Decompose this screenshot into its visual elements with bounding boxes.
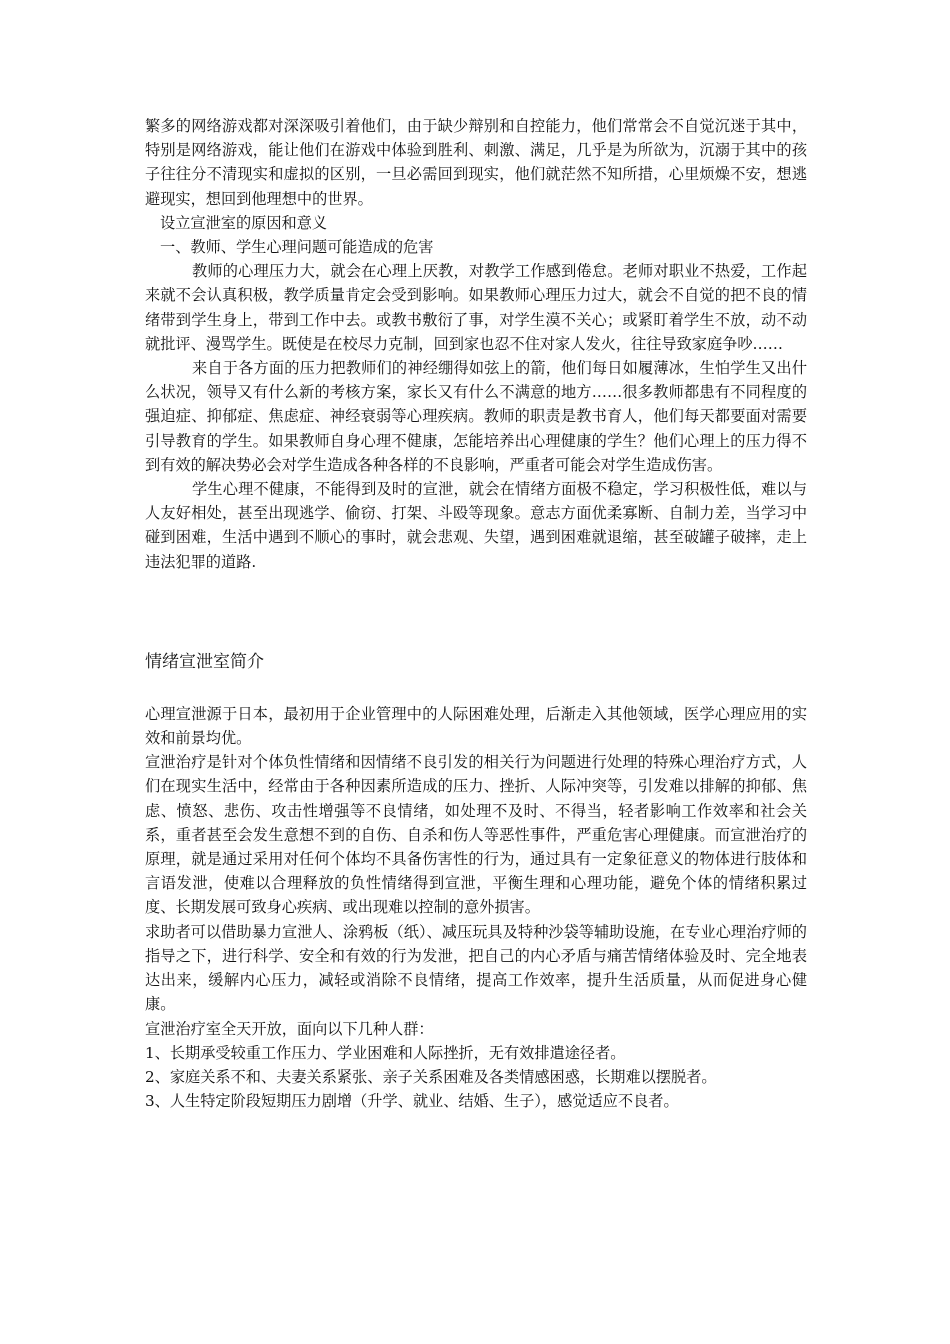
list-item: 1、长期承受较重工作压力、学业困难和人际挫折，无有效排遣途径者。 [145,1043,626,1062]
section-title-intro: 情绪宣泄室简介 [145,651,264,672]
section-heading-reasons: 设立宣泄室的原因和意义 [160,213,328,232]
paragraph-origin: 心理宣泄源于日本，最初用于企业管理中的人际困难处理，后渐走入其他领域，医学心理应用的实效和前景均优。 [145,704,807,748]
paragraph-online-games: 繁多的网络游戏都对深深吸引着他们，由于缺少辩别和自控能力，他们常常会不自觉沉迷于其中，特别是网络游戏，能让他们在游戏中体验到胜利、刺激、满足，几乎是为所欲为，沉溺于其中的孩子往往分不清现实和虚拟的区别，一旦必需回到现实，他们就茫然不知所措，心里烦燥不安，想逃避现实，想回到他理想中的世界。 [145,117,807,208]
paragraph-open-hours: 宣泄治疗室全天开放，面向以下几种人群： [145,1019,434,1038]
document-page [145,114,807,1113]
intro-body [145,702,807,1113]
paragraph-facilities: 求助者可以借助暴力宣泄人、涂鸦板（纸）、减压玩具及特种沙袋等辅助设施，在专业心理治疗师的指导之下，进行科学、安全和有效的行为发泄，把自己的内心矛盾与痛苦情绪体验及时、完全地表达出来，缓解内心压力，减轻或消除不良情绪，提高工作效率，提升生活质量，从而促进身心健康。 [145,922,807,1014]
list-item: 2、家庭关系不和、夫妻关系紧张、亲子关系困难及各类情感困惑，长期难以摆脱者。 [145,1067,717,1086]
paragraph-therapy-definition: 宣泄治疗是针对个体负性情绪和因情绪不良引发的相关行为问题进行处理的特殊心理治疗方式，人们在现实生活中，经常由于各种因素所造成的压力、挫折、人际冲突等，引发难以排解的抑郁、焦虑、愤怒、悲伤、攻击性增强等不良情绪，如处理不及时、不得当，轻者影响工作效率和社会关系，重者甚至会发生意想不到的自伤、自杀和伤人等恶性事件，严重危害心理健康。而宣泄治疗的原理，就是通过采用对任何个体均不具备伤害性的行为，通过具有一定象征意义的物体进行肢体和言语发泄，使难以合理释放的负性情绪得到宣泄，平衡生理和心理功能，避免个体的情绪积累过度、长期发展可致身心疾病、或出现难以控制的意外损害。 [145,753,807,917]
paragraph-teacher-stress-sources: 来自于各方面的压力把教师们的神经绷得如弦上的箭，他们每日如履薄冰，生怕学生又出什么状况，领导又有什么新的考核方案，家长又有什么不满意的地方……很多教师都患有不同程度的强迫症、抑郁症、焦虑症、神经衰弱等心理疾病。教师的职责是教书育人，他们每天都要面对需要引导教育的学生。如果教师自身心理不健康，怎能培养出心理健康的学生？他们心理上的压力得不到有效的解决势必会对学生造成各种各样的不良影响，严重者可能会对学生造成伤害。 [145,359,807,474]
list-item: 3、人生特定阶段短期压力剧增（升学、就业、结婚、生子），感觉适应不良者。 [145,1092,679,1111]
subheading-harms: 一、教师、学生心理问题可能造成的危害 [160,238,434,257]
paragraph-student-health: 学生心理不健康，不能得到及时的宣泄，就会在情绪方面极不稳定，学习积极性低，难以与人友好相处，甚至出现逃学、偷窃、打架、斗殴等现象。意志方面优柔寡断、自制力差，当学习中碰到困难，生活中遇到不顺心的事时，就会悲观、失望，遇到困难就退缩，甚至破罐子破摔，走上违法犯罪的道路. [145,480,807,571]
paragraph-teacher-pressure: 教师的心理压力大，就会在心理上厌教，对教学工作感到倦怠。老师对职业不热爱，工作起来就不会认真积极，教学质量肯定会受到影响。如果教师心理压力过大，就会不自觉的把不良的情绪带到学生身上，带到工作中去。或教书敷衍了事，对学生漠不关心；或紧盯着学生不放，动不动就批评、漫骂学生。既使是在校尽力克制，回到家也忍不住对家人发火，往往导致家庭争吵…… [145,262,807,353]
